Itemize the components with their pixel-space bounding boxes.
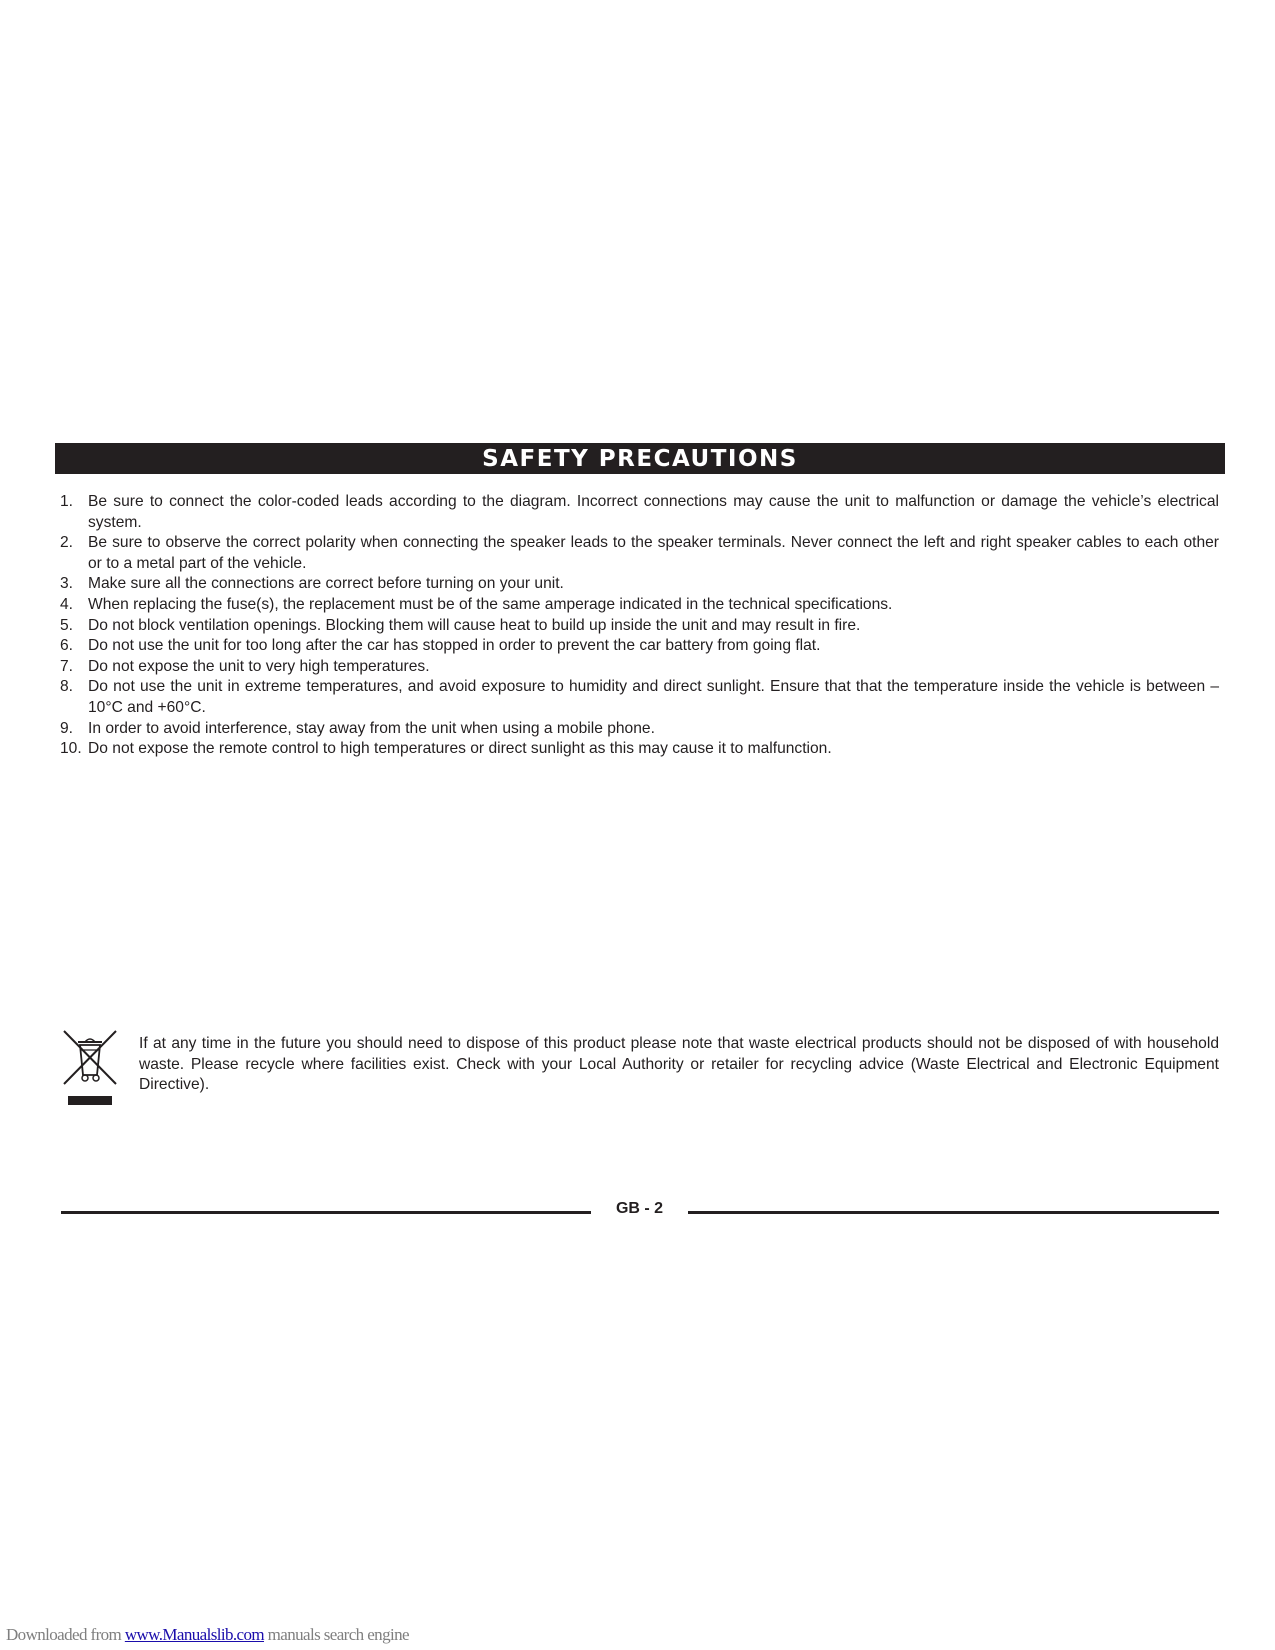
precautions-list — [60, 492, 1219, 760]
item-text: Be sure to connect the color-coded leads according to the diagram. Incorrect connections may cause the unit to malfunction or damage the vehicle’s electrical system. — [88, 493, 1219, 531]
item-number: 6. — [60, 637, 74, 655]
item-number: 7. — [60, 657, 74, 675]
item-text: Do not use the unit in extreme temperatures, and avoid exposure to humidity and direct sunlight. Ensure that that the temperature inside the vehicle is between –10°C and +60°C. — [88, 678, 1219, 716]
list-item — [60, 657, 1219, 678]
weee-bin-icon — [61, 1028, 119, 1108]
item-number: 4. — [60, 595, 74, 613]
item-text: Do not expose the remote control to high temperatures or direct sunlight as this may cause it to malfunction. — [88, 740, 832, 758]
item-number: 5. — [60, 616, 74, 634]
list-item — [60, 719, 1219, 740]
page-number: GB - 2 — [615, 1200, 664, 1217]
download-suffix: manuals search engine — [264, 1625, 409, 1644]
list-item — [60, 616, 1219, 637]
manualslib-link[interactable]: www.Manualslib.com — [124, 1625, 265, 1644]
download-source-footer — [6, 1625, 409, 1645]
footer-divider-left — [61, 1211, 591, 1214]
download-prefix: Downloaded from — [6, 1625, 125, 1644]
list-item — [60, 492, 1219, 533]
item-text: Do not block ventilation openings. Blocking them will cause heat to build up inside the unit and may result in fire. — [88, 616, 861, 634]
item-text: Do not use the unit for too long after the car has stopped in order to prevent the car battery from going flat. — [88, 637, 821, 655]
footer-divider-right — [688, 1211, 1219, 1214]
item-number: 8. — [60, 678, 74, 696]
list-item — [60, 739, 1219, 760]
list-item — [60, 595, 1219, 616]
item-text: Do not expose the unit to very high temperatures. — [88, 657, 430, 675]
item-number: 10. — [60, 740, 82, 758]
section-title-bar — [55, 443, 1225, 474]
page-title: SAFETY PRECAUTIONS — [482, 445, 798, 472]
list-item — [60, 574, 1219, 595]
list-item — [60, 533, 1219, 574]
item-number: 2. — [60, 534, 74, 552]
item-text: Make sure all the connections are correct before turning on your unit. — [88, 575, 564, 593]
item-number: 1. — [60, 493, 74, 510]
item-number: 9. — [60, 719, 74, 737]
item-text: In order to avoid interference, stay away from the unit when using a mobile phone. — [88, 719, 655, 737]
list-item — [60, 636, 1219, 657]
item-text: Be sure to observe the correct polarity when connecting the speaker leads to the speaker terminals. Never connect the left and right speaker cables to each other or to a metal part of the vehicle. — [88, 534, 1219, 572]
item-number: 3. — [60, 575, 74, 593]
item-text: When replacing the fuse(s), the replacement must be of the same amperage indicated in the technical specifications. — [88, 595, 893, 613]
weee-disposal-notice: If at any time in the future you should need to dispose of this product please note that waste electrical products should not be disposed of with household waste. Please recycle where facilities exist. Check with your Local Authority or retailer for recycling advice (Waste Electrical and Electronic Equipment Directive). — [139, 1035, 1219, 1094]
list-item — [60, 677, 1219, 718]
